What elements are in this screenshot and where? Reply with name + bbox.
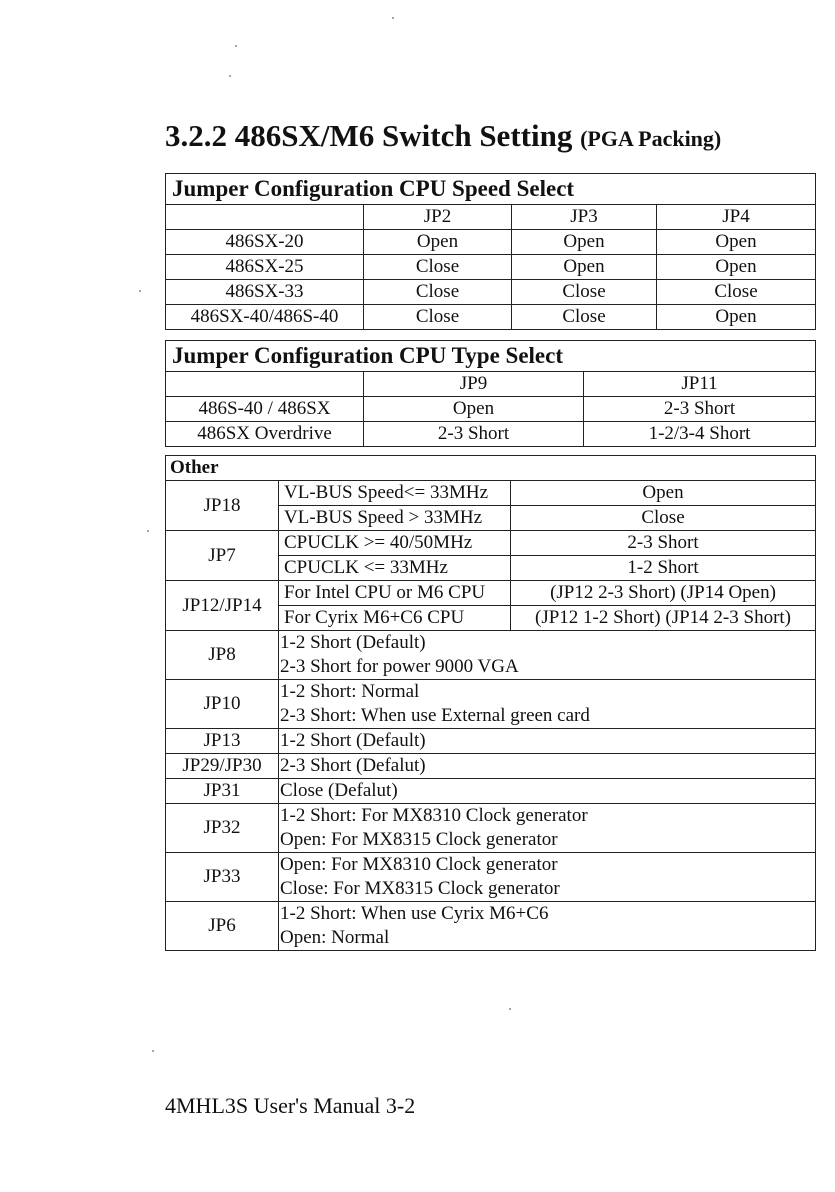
setting-cell: Close [511, 506, 816, 531]
setting-cell: (JP12 2-3 Short) (JP14 Open) [511, 581, 816, 606]
condition-cell: VL-BUS Speed<= 33MHz [279, 481, 511, 506]
note-line: 1-2 Short (Default) [280, 632, 426, 653]
table-row [166, 280, 816, 305]
cpu-type-heading: Jumper Configuration CPU Type Select [166, 341, 816, 372]
condition-cell: For Cyrix M6+C6 CPU [279, 606, 511, 631]
setting-cell: 2-3 Short [584, 397, 816, 422]
jumper-cell: JP32 [166, 804, 279, 853]
setting-cell: Close [512, 305, 657, 330]
jumper-cell: JP7 [166, 531, 279, 581]
table-row [166, 305, 816, 330]
header-cell [166, 205, 364, 230]
scan-speck [139, 290, 141, 292]
setting-cell: 1-2 Short [511, 556, 816, 581]
jumper-cell: JP6 [166, 902, 279, 951]
jumper-cell: JP29/JP30 [166, 754, 279, 779]
note-line: 2-3 Short for power 9000 VGA [280, 656, 519, 677]
table-header-row [166, 372, 816, 397]
note-cell [279, 729, 816, 754]
jumper-cell: JP18 [166, 481, 279, 531]
setting-cell: Close [364, 255, 512, 280]
header-cell [166, 372, 364, 397]
note-cell [279, 754, 816, 779]
setting-cell: Close [364, 280, 512, 305]
setting-cell: (JP12 1-2 Short) (JP14 2-3 Short) [511, 606, 816, 631]
cpu-type-table [165, 340, 816, 447]
table-row [166, 422, 816, 447]
note-line: 2-3 Short: When use External green card [280, 705, 590, 726]
setting-cell: Open [511, 481, 816, 506]
note-line: 1-2 Short (Default) [280, 730, 426, 751]
note-cell [279, 779, 816, 804]
page-title [165, 118, 721, 154]
note-line: Open: For MX8310 Clock generator [280, 854, 558, 875]
jumper-cell: JP12/JP14 [166, 581, 279, 631]
table-row [166, 230, 816, 255]
cpu-speed-table [165, 173, 816, 330]
condition-cell: CPUCLK >= 40/50MHz [279, 531, 511, 556]
table-header-row [166, 205, 816, 230]
header-cell: JP11 [584, 372, 816, 397]
scan-speck [147, 530, 149, 532]
table-row [166, 255, 816, 280]
setting-cell: 2-3 Short [511, 531, 816, 556]
jumper-cell: JP8 [166, 631, 279, 680]
setting-cell: 1-2/3-4 Short [584, 422, 816, 447]
note-cell [279, 853, 816, 902]
title-sub: (PGA Packing) [580, 126, 722, 151]
cpu-cell: 486SX Overdrive [166, 422, 364, 447]
setting-cell: Open [364, 230, 512, 255]
cpu-cell: 486S-40 / 486SX [166, 397, 364, 422]
table-row [166, 729, 816, 754]
cpu-cell: 486SX-25 [166, 255, 364, 280]
cpu-cell: 486SX-33 [166, 280, 364, 305]
note-cell [279, 902, 816, 951]
table-row [166, 481, 816, 506]
note-cell [279, 804, 816, 853]
note-line: Close: For MX8315 Clock generator [280, 878, 560, 899]
setting-cell: Open [512, 230, 657, 255]
header-cell: JP2 [364, 205, 512, 230]
setting-cell: 2-3 Short [364, 422, 584, 447]
table-row [166, 754, 816, 779]
scan-speck [152, 1050, 154, 1052]
page-footer: 4MHL3S User's Manual 3-2 [165, 1093, 416, 1118]
scan-speck [235, 45, 237, 47]
setting-cell: Close [512, 280, 657, 305]
setting-cell: Close [657, 280, 816, 305]
note-line: Open: For MX8315 Clock generator [280, 829, 558, 850]
condition-cell: For Intel CPU or M6 CPU [279, 581, 511, 606]
table-row [166, 680, 816, 729]
note-line: 1-2 Short: For MX8310 Clock generator [280, 805, 588, 826]
note-line: 1-2 Short: When use Cyrix M6+C6 [280, 903, 549, 924]
note-line: 2-3 Short (Defalut) [280, 755, 426, 776]
condition-cell: CPUCLK <= 33MHz [279, 556, 511, 581]
table-row [166, 397, 816, 422]
scan-speck [229, 75, 231, 77]
jumper-cell: JP33 [166, 853, 279, 902]
scan-speck [509, 1008, 511, 1010]
setting-cell: Close [364, 305, 512, 330]
jumper-cell: JP10 [166, 680, 279, 729]
header-cell: JP3 [512, 205, 657, 230]
note-cell [279, 680, 816, 729]
note-line: 1-2 Short: Normal [280, 681, 420, 702]
note-line: Open: Normal [280, 927, 390, 948]
scan-speck [392, 17, 394, 19]
setting-cell: Open [512, 255, 657, 280]
jumper-cell: JP13 [166, 729, 279, 754]
table-row [166, 902, 816, 951]
note-cell [279, 631, 816, 680]
cpu-cell: 486SX-40/486S-40 [166, 305, 364, 330]
title-main: 3.2.2 486SX/M6 Switch Setting [165, 118, 573, 153]
condition-cell: VL-BUS Speed > 33MHz [279, 506, 511, 531]
setting-cell: Open [364, 397, 584, 422]
table-row [166, 631, 816, 680]
header-cell: JP9 [364, 372, 584, 397]
table-row [166, 804, 816, 853]
setting-cell: Open [657, 255, 816, 280]
setting-cell: Open [657, 305, 816, 330]
table-row [166, 531, 816, 556]
setting-cell: Open [657, 230, 816, 255]
note-line: Close (Defalut) [280, 780, 398, 801]
cpu-speed-heading: Jumper Configuration CPU Speed Select [166, 174, 816, 205]
cpu-cell: 486SX-20 [166, 230, 364, 255]
other-table [165, 455, 816, 951]
header-cell: JP4 [657, 205, 816, 230]
table-row [166, 853, 816, 902]
jumper-cell: JP31 [166, 779, 279, 804]
table-row [166, 581, 816, 606]
table-row [166, 779, 816, 804]
other-heading: Other [166, 456, 816, 481]
